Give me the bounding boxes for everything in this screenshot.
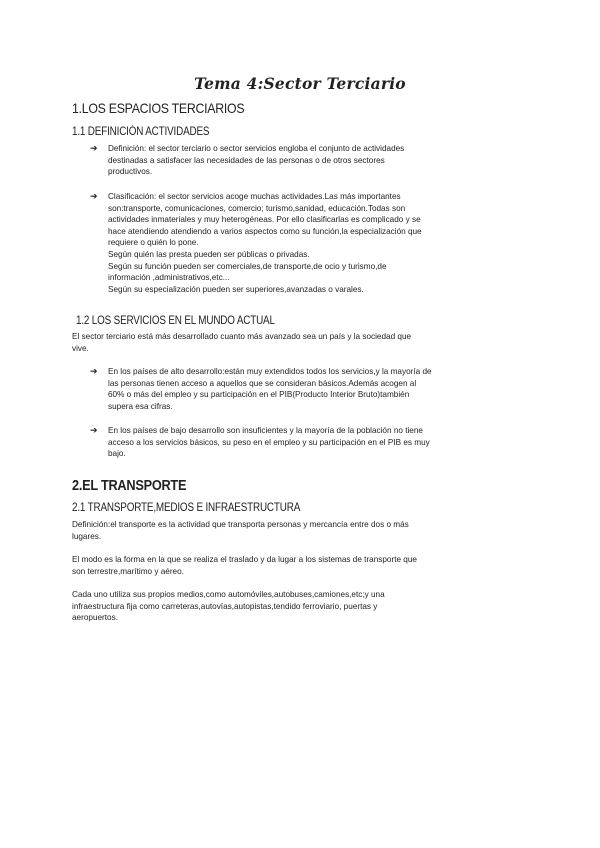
text-line: son:transporte, comunicaciones, comercio; turismo,sanidad, educación.Todas son [108, 203, 406, 213]
text-line: aeropuertos. [72, 613, 118, 623]
text-line: Cada uno utiliza sus propios medios,como automóviles,autobuses,camiones,etc;y una [72, 590, 385, 599]
text-line: actividades inmateriales y muy heterogéneas. Por ello clasificarlas es complicado y se [108, 215, 421, 225]
text-line: Definición: el sector terciario o sector servicios engloba el conjunto de actividades [108, 144, 405, 153]
text-line: Definición:el transporte es la actividad que transporta personas y mercancía entre dos o más [72, 520, 409, 529]
bullet-definicion [108, 143, 528, 178]
subsection-heading-servicios-mundo: 1.2 LOS SERVICIOS EN EL MUNDO ACTUAL [76, 315, 275, 327]
section-heading-espacios-terciarios: 1.LOS ESPACIOS TERCIARIOS [72, 100, 245, 116]
subsection-heading-definicion: 1.1 DEFINICIÓN ACTIVIDADES [72, 126, 210, 138]
text-line: destinadas a satisfacer las necesidades de las personas o de otros sectores [108, 155, 385, 165]
text-line: productivos. [108, 167, 153, 177]
text-line: Clasificación: el sector servicios acoge muchas actividades.Las más importantes [108, 192, 401, 201]
text-line: requiere o quién lo pone. [108, 238, 199, 248]
bullet-clasificacion [108, 191, 528, 295]
text-line: información ,administrativos,etc... [108, 273, 230, 283]
bullet-arrow-icon: ➔ [90, 366, 98, 376]
paragraph-definicion-transporte [72, 519, 532, 542]
page-title: Tema 4:Sector Terciario [194, 74, 406, 93]
bullet-alto-desarrollo [108, 366, 528, 412]
bullet-arrow-icon: ➔ [90, 143, 98, 153]
text-line: bajo. [108, 449, 126, 459]
bullet-arrow-icon: ➔ [90, 191, 98, 201]
text-line: acceso a los servicios básicos, su peso en el empleo y su participación en el PIB es muy [108, 437, 430, 447]
text-line: El sector terciario está más desarrollado cuanto más avanzado sea un país y la sociedad que [72, 332, 412, 341]
text-line: 60% o más del empleo y su participación en el PIB(Producto Interior Bruto)también [108, 390, 410, 400]
text-line: infraestructura fija como carreteras,autovías,autopistas,tendido ferroviario, puertas y [72, 601, 378, 611]
text-line: En los países de bajo desarrollo son insuficientes y la mayoría de la población no tiene [108, 426, 423, 435]
text-line: El modo es la forma en la que se realiza el traslado y da lugar a los sistemas de transporte que [72, 555, 417, 564]
text-line: Según su función pueden ser comerciales,de transporte,de ocio y turismo,de [108, 261, 387, 271]
text-line: las personas tienen acceso a aquellos que se consideran básicos.Además acogen al [108, 378, 417, 388]
subsection-heading-transporte-medios: 2.1 TRANSPORTE,MEDIOS E INFRAESTRUCTURA [72, 502, 301, 514]
bullet-bajo-desarrollo [108, 425, 528, 460]
text-line: En los países de alto desarrollo:están muy extendidos todos los servicios,y la mayoría de [108, 367, 432, 376]
paragraph-medios [72, 589, 532, 624]
text-line: lugares. [72, 531, 102, 541]
text-line: Según quién las presta pueden ser públicas o privadas. [108, 249, 310, 259]
paragraph-intro [72, 331, 532, 354]
text-line: son terrestre,marítimo y aéreo. [72, 566, 184, 576]
paragraph-modo [72, 554, 532, 577]
text-line: vive. [72, 343, 89, 353]
section-heading-transporte: 2.EL TRANSPORTE [72, 478, 187, 494]
text-line: hace atendiendo atendiendo a varios aspectos como su función,la especialización que [108, 226, 422, 236]
text-line: Según su especialización pueden ser superiores,avanzadas o varales. [108, 284, 364, 294]
bullet-arrow-icon: ➔ [90, 425, 98, 435]
text-line: supera esa cifras. [108, 401, 173, 411]
